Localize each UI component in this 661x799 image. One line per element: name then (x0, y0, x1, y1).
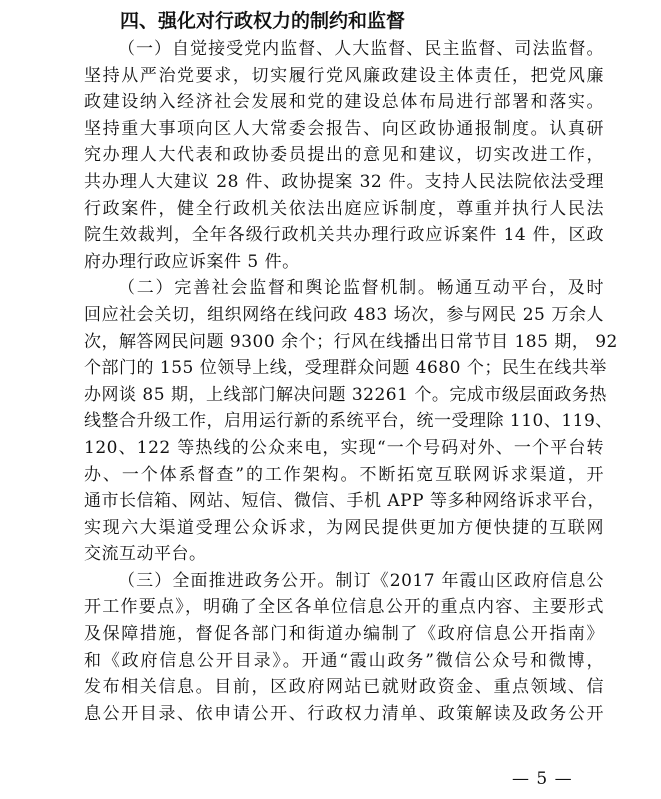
paragraph-2-line: 通市长信箱、网站、短信、微信、手机 APP 等多种网络诉求平台， (84, 491, 605, 512)
paragraph-2-line: （二）完善社会监督和舆论监督机制。畅通互动平台，及时 (118, 278, 604, 299)
paragraph-2-line: 办网谈 85 期，上线部门解决问题 32261 个。完成市级层面政务热 (84, 384, 607, 405)
paragraph-1-line: 院生效裁判，全年各级行政机关共办理行政应诉案件 14 件，区政 (84, 225, 604, 246)
paragraph-3-line: 发布相关信息。目前，区政府网站已就财政资金、重点领域、信 (84, 677, 604, 698)
paragraph-3-line: 和《政府信息公开目录》。开通“霞山政务”微信公众号和微博， (84, 650, 604, 671)
paragraph-2-line: 实现六大渠道受理公众诉求，为网民提供更加方便快捷的互联网 (84, 517, 604, 538)
paragraph-3-line: 及保障措施，督促各部门和街道办编制了《政府信息公开指南》 (84, 624, 604, 645)
paragraph-1-line: （一）自觉接受党内监督、人大监督、民主监督、司法监督。 (118, 39, 604, 59)
paragraph-3-line: （三）全面推进政务公开。制订《2017 年霞山区政府信息公 (118, 570, 604, 591)
page-number: — 5 — (512, 769, 573, 789)
paragraph-2-line: 个部门的 155 位领导上线，受理群众问题 4680 个；民生在线共举 (84, 358, 607, 379)
paragraph-1-line: 共办理人大建议 28 件、政协提案 32 件。支持人民法院依法受理 (84, 171, 604, 192)
paragraph-1-line: 政建设纳入经济社会发展和党的建设总体布局进行部署和落实。 (84, 92, 604, 113)
paragraph-2-line: 线整合升级工作，启用运行新的系统平台，统一受理除 110、119、 (84, 411, 613, 432)
body-text (84, 36, 618, 727)
paragraph-2-line: 回应社会关切，组织网络在线问政 483 场次，参与网民 25 万余人 (84, 304, 604, 325)
paragraph-1-line: 究办理人大代表和政协委员提出的意见和建议，切实改进工作， (84, 145, 604, 166)
paragraph-1-line: 坚持重大事项向区人大常委会报告、向区政协通报制度。认真研 (84, 118, 604, 139)
paragraph-2-line: 120、122 等热线的公众来电，实现“一个号码对外、一个平台转 (84, 437, 604, 458)
paragraph-1-line: 行政案件，健全行政机关依法出庭应诉制度，尊重并执行人民法 (84, 198, 604, 219)
paragraph-1-line: 府办理行政应诉案件 5 件。 (84, 251, 300, 272)
paragraph-3-line: 息公开目录、依申请公开、行政权力清单、政策解读及政务公开 (84, 703, 604, 724)
section-heading: 四、强化对行政权力的制约和监督 (120, 10, 406, 32)
paragraph-2-line: 办、一个体系督查”的工作架构。不断拓宽互联网诉求渠道，开 (84, 464, 604, 485)
paragraph-1-line: 坚持从严治党要求，切实履行党风廉政建设主体责任，把党风廉 (84, 65, 604, 86)
paragraph-3-line: 开工作要点》，明确了全区各单位信息公开的重点内容、主要形式 (84, 597, 604, 618)
paragraph-2-line: 交流互动平台。 (84, 544, 207, 565)
paragraph-2-line: 次，解答网民问题 9300 余个；行风在线播出日常节目 185 期， 92 (84, 331, 618, 352)
